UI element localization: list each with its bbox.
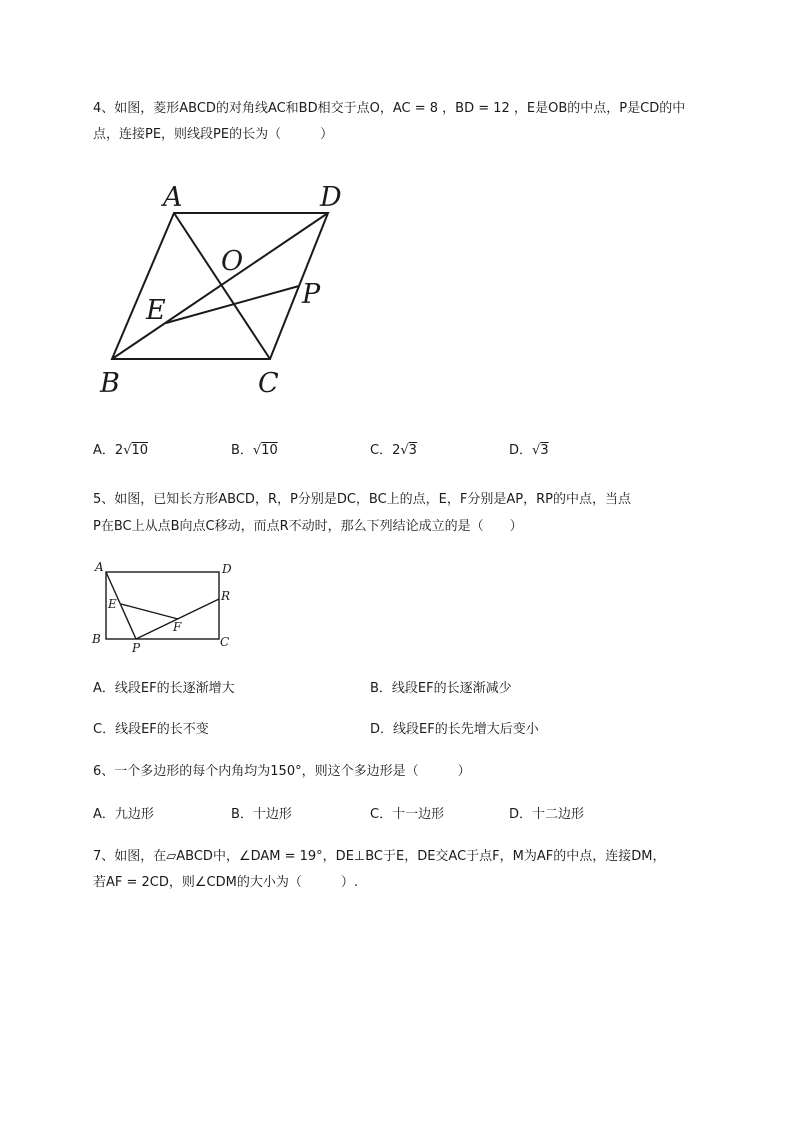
sqrt-icon: √ bbox=[532, 443, 541, 458]
q6-option-a[interactable]: A．九边形 bbox=[93, 807, 154, 822]
q5-option-a[interactable]: A．线段EF的长逐渐增大 bbox=[93, 681, 235, 696]
q4-option-a[interactable]: A．2√10 bbox=[93, 443, 149, 458]
sqrt-icon: √ bbox=[123, 443, 132, 458]
sqrt-icon: √ bbox=[400, 443, 409, 458]
q5-label-R: R bbox=[221, 589, 231, 603]
q7-stem-line2: 若AF = 2CD，则∠CDM的大小为（ ）. bbox=[93, 875, 358, 890]
sqrt-icon: √ bbox=[252, 443, 262, 458]
q4-label-B: B bbox=[100, 368, 120, 399]
q6-option-b[interactable]: B．十边形 bbox=[231, 807, 292, 822]
q4-stem-line2: 点，连接PE，则线段PE的长为（ ） bbox=[93, 127, 334, 142]
q5-label-A: A bbox=[95, 560, 104, 574]
q7-stem-line1: 7、如图，在▱ABCD中，∠DAM = 19°，DE⊥BC于E，DE交AC于点F，M为AF的中点，连接DM， bbox=[93, 849, 666, 864]
q5-option-c[interactable]: C．线段EF的长不变 bbox=[93, 722, 209, 737]
q5-stem-line1: 5、如图，已知长方形ABCD，R，P分别是DC，BC上的点，E，F分别是AP，RP的中点，当点 bbox=[93, 492, 631, 507]
q4-rhombus-figure bbox=[95, 175, 360, 400]
q5-option-d[interactable]: D．线段EF的长先增大后变小 bbox=[370, 722, 539, 737]
q4-label-P: P bbox=[302, 279, 321, 310]
q4-option-c[interactable]: C．2√3 bbox=[370, 443, 417, 458]
q4-label-D: D bbox=[320, 182, 342, 213]
q4-option-d[interactable]: D．√3 bbox=[509, 443, 549, 458]
q5-label-B: B bbox=[92, 632, 101, 646]
q4-label-A: A bbox=[163, 182, 183, 213]
q5-label-P: P bbox=[132, 641, 141, 655]
q6-stem-line1: 6、一个多边形的每个内角均为150°，则这个多边形是（ ） bbox=[93, 764, 471, 779]
q4-label-C: C bbox=[258, 368, 279, 399]
q5-label-D: D bbox=[222, 562, 232, 576]
q5-stem-line2: P在BC上从点B向点C移动，而点R不动时，那么下列结论成立的是（ ） bbox=[93, 519, 523, 534]
q4-stem-line1: 4、如图，菱形ABCD的对角线AC和BD相交于点O，AC = 8 ，BD = 12 ，E是OB的中点，P是CD的中 bbox=[93, 101, 686, 116]
q5-rectangle-figure bbox=[88, 557, 248, 657]
q5-label-C: C bbox=[220, 635, 230, 649]
q4-label-O: O bbox=[221, 246, 244, 277]
q5-label-F: F bbox=[173, 620, 182, 634]
q6-option-d[interactable]: D．十二边形 bbox=[509, 807, 585, 822]
q5-option-b[interactable]: B．线段EF的长逐渐减少 bbox=[370, 681, 512, 696]
q4-label-E: E bbox=[146, 295, 166, 326]
q6-option-c[interactable]: C．十一边形 bbox=[370, 807, 445, 822]
q5-label-E: E bbox=[108, 597, 117, 611]
q4-option-b[interactable]: B．√10 bbox=[231, 443, 278, 458]
